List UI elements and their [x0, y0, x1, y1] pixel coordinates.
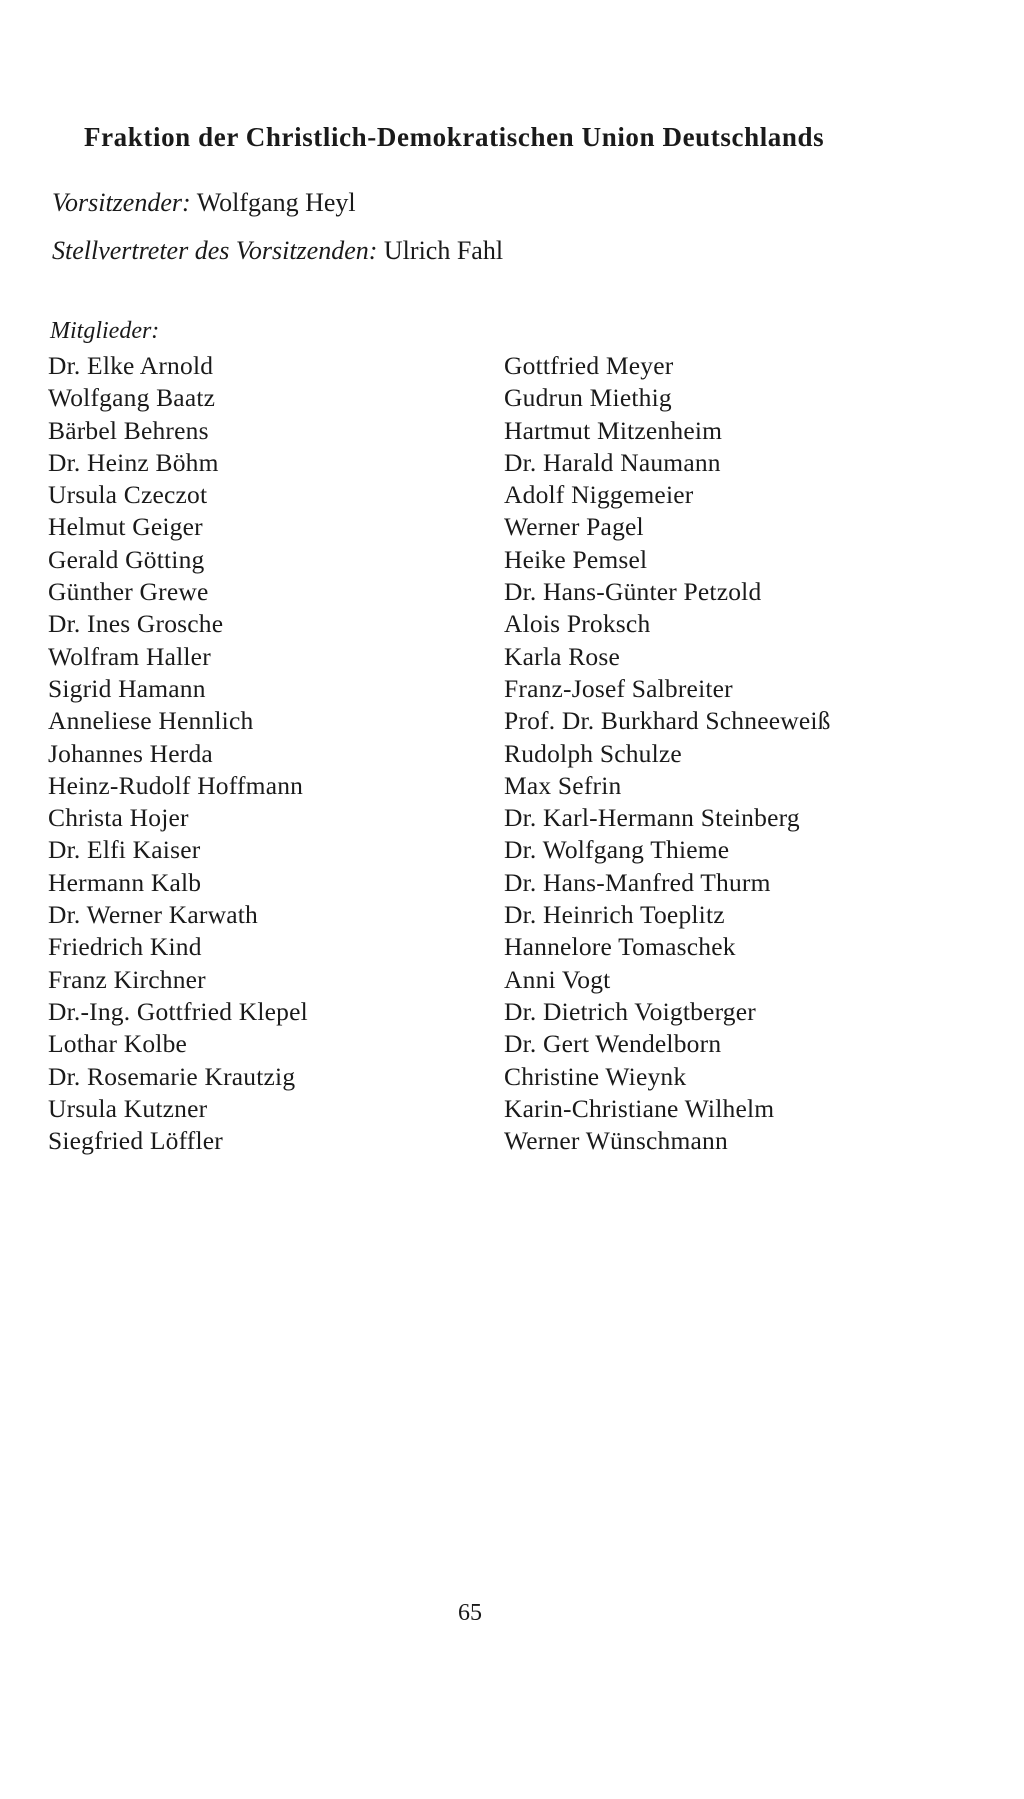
deputy-role-label: Stellvertreter des Vorsitzenden: — [52, 236, 378, 265]
chair-name: Wolfgang Heyl — [196, 188, 356, 217]
member-name: Gudrun Miethig — [504, 383, 672, 413]
member-name: Bärbel Behrens — [48, 415, 209, 445]
member-name: Max Sefrin — [504, 770, 622, 800]
member-name: Werner Wünschmann — [504, 1126, 728, 1156]
member-name: Sigrid Hamann — [48, 673, 206, 703]
member-name: Rudolph Schulze — [504, 738, 682, 768]
member-name: Christine Wieynk — [504, 1061, 687, 1091]
member-name: Ursula Kutzner — [48, 1093, 208, 1123]
member-name: Dr. Hans-Günter Petzold — [504, 577, 762, 607]
member-name: Heike Pemsel — [504, 544, 648, 574]
member-name: Franz-Josef Salbreiter — [504, 673, 733, 703]
member-name: Dr. Gert Wendelborn — [504, 1029, 722, 1059]
member-name: Dr.-Ing. Gottfried Klepel — [48, 996, 308, 1026]
member-name: Werner Pagel — [504, 512, 644, 542]
member-name: Dr. Karl-Hermann Steinberg — [504, 803, 800, 833]
chair-line — [52, 188, 356, 218]
member-name: Dr. Rosemarie Krautzig — [48, 1061, 296, 1091]
member-name: Dr. Heinz Böhm — [48, 447, 219, 477]
member-name: Dr. Harald Naumann — [504, 447, 721, 477]
members-list-right — [504, 350, 831, 1157]
faction-heading: Fraktion der Christlich-Demokratischen Union Deutschlands — [84, 122, 825, 152]
member-name: Dr. Elfi Kaiser — [48, 835, 201, 865]
member-name: Dr. Hans-Manfred Thurm — [504, 867, 771, 897]
member-name: Anneliese Hennlich — [48, 706, 254, 736]
member-name: Christa Hojer — [48, 803, 189, 833]
chair-role-label: Vorsitzender: — [52, 188, 191, 217]
member-name: Gerald Götting — [48, 544, 205, 574]
member-name: Dr. Wolfgang Thieme — [504, 835, 730, 865]
member-name: Lothar Kolbe — [48, 1029, 188, 1059]
member-name: Wolfgang Baatz — [48, 383, 216, 413]
member-name: Dr. Elke Arnold — [48, 351, 214, 380]
member-name: Anni Vogt — [504, 964, 611, 994]
member-name: Karla Rose — [504, 641, 621, 671]
member-name: Heinz-Rudolf Hoffmann — [48, 770, 304, 800]
member-name: Adolf Niggemeier — [504, 480, 694, 510]
member-name: Hartmut Mitzenheim — [504, 415, 723, 445]
member-name: Dr. Werner Karwath — [48, 900, 258, 930]
member-name: Friedrich Kind — [48, 932, 202, 962]
member-name: Hannelore Tomaschek — [504, 932, 736, 962]
member-name: Dr. Heinrich Toeplitz — [504, 900, 725, 930]
page-number: 65 — [458, 1600, 482, 1626]
members-list-left — [48, 350, 308, 1157]
member-name: Johannes Herda — [48, 738, 213, 768]
member-name: Dr. Dietrich Voigtberger — [504, 996, 756, 1026]
deputy-name: Ulrich Fahl — [383, 236, 504, 265]
member-name: Karin-Christiane Wilhelm — [504, 1093, 775, 1123]
member-name: Hermann Kalb — [48, 867, 202, 897]
member-name: Günther Grewe — [48, 577, 209, 607]
member-name: Dr. Ines Grosche — [48, 609, 224, 639]
member-name: Helmut Geiger — [48, 512, 203, 542]
members-label: Mitglieder: — [50, 318, 160, 344]
member-name: Ursula Czeczot — [48, 480, 208, 510]
member-name: Prof. Dr. Burkhard Schneeweiß — [504, 706, 831, 736]
member-name: Siegfried Löffler — [48, 1126, 223, 1156]
member-name: Franz Kirchner — [48, 964, 206, 994]
member-name: Wolfram Haller — [48, 641, 211, 671]
deputy-line — [52, 236, 503, 266]
member-name: Gottfried Meyer — [504, 351, 674, 380]
member-name: Alois Proksch — [504, 609, 651, 639]
